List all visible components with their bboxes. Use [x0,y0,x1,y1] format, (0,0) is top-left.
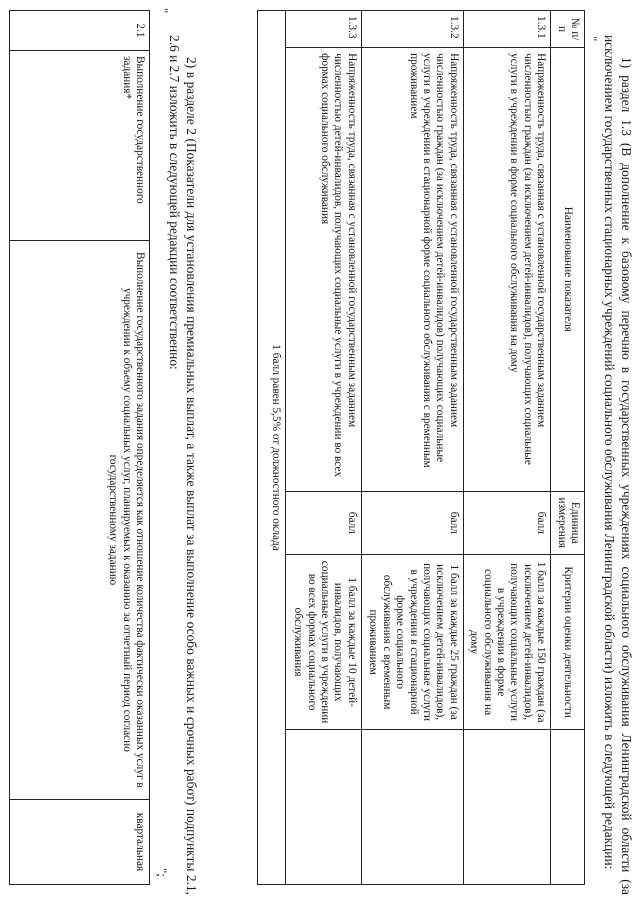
point-value-note: 1 балл равен 5,5% от должностного оклада [257,11,285,885]
row-criteria: 1 балл за каждые 10 детей-инвалидов, получающих социальные услуги в учреждении во всех формах социального обслуживания [285,554,361,729]
indicators-header-row [551,11,585,885]
row-description: Выполнение государственного задания определяется как отношение количества фактически оказанных услуг в учреждении к объему социальных услуг, планируемых к оказанию за отчетный период согласно государственному заданию [10,240,150,799]
row-num: 1.3.3 [285,11,361,48]
row-period: квартальная [10,800,150,885]
header-extra [551,730,585,885]
table1-quote-close: "; [155,868,170,877]
row-name: Напряженность труда, связанная с установленной государственным заданием численностью граждан (за исключением детей-инвалидов) получающих социальные услуги в учреждении в стационарной форме социального обслуживания с временным проживанием [361,48,463,491]
table2-quote-open: " [156,8,171,14]
row-unit: балл [285,491,361,554]
header-name: Наименование показателя [551,48,585,491]
row-num: 2.1 [10,11,150,51]
intro-paragraph: 1) раздел 1.3 (В дополнение к базовому перечню в государственных учреждениях социального обслуживания Ленинградской области (за исключением государственных стационарных учреждений социального обслуживания Ленинградской области) изложить в следующей редакции: [602,35,634,895]
row-num: 1.3.2 [361,11,463,48]
table-row [361,11,463,885]
row-extra [463,730,550,885]
row-name: Выполнение государственного задания* [10,50,150,240]
row-extra [361,730,463,885]
intro-quote-open: " [585,36,600,42]
header-criteria: Критерии оценки деятельности [551,554,585,729]
row-num: 1.3.1 [463,11,550,48]
table-row [10,11,150,885]
table-row [285,11,361,885]
table-row [463,11,550,885]
row-unit: балл [361,491,463,554]
header-unit: Единица измерения [551,491,585,554]
row-name: Напряженность труда, связанная с установленной государственным заданием численностью детей-инвалидов, получающих социальные услуги в учреждении во всех формах социального обслуживания [285,48,361,491]
section2-paragraph: 2) в разделе 2 (Показатели для установления премиальных выплат, а также выплат за выполнение особо важных и срочных работ) подпункты 2.1, 2.6 и 2.7 изложить в следующей редакции соответственно: [167,35,199,895]
premium-table [9,10,150,885]
note-row [257,11,285,885]
row-extra [285,730,361,885]
row-criteria: 1 балл за каждые 150 граждан (за исключением детей-инвалидов), получающих социальные услуги в учреждении в форме социального обслуживания на дому [463,554,550,729]
indicators-table [257,10,585,885]
header-num: № п/п [551,11,585,48]
row-unit: балл [463,491,550,554]
row-name: Напряженность труда, связанная с установленной государственным заданием численностью граждан (за исключением детей-инвалидов), получающих социальные услуги в учреждении в форме социального обслуживания на дому [463,48,550,491]
row-criteria: 1 балл за каждые 25 граждан (за исключением детей-инвалидов), получающих социальные услуги в учреждении в стационарной форме социального обслуживания с временным проживанием [361,554,463,729]
